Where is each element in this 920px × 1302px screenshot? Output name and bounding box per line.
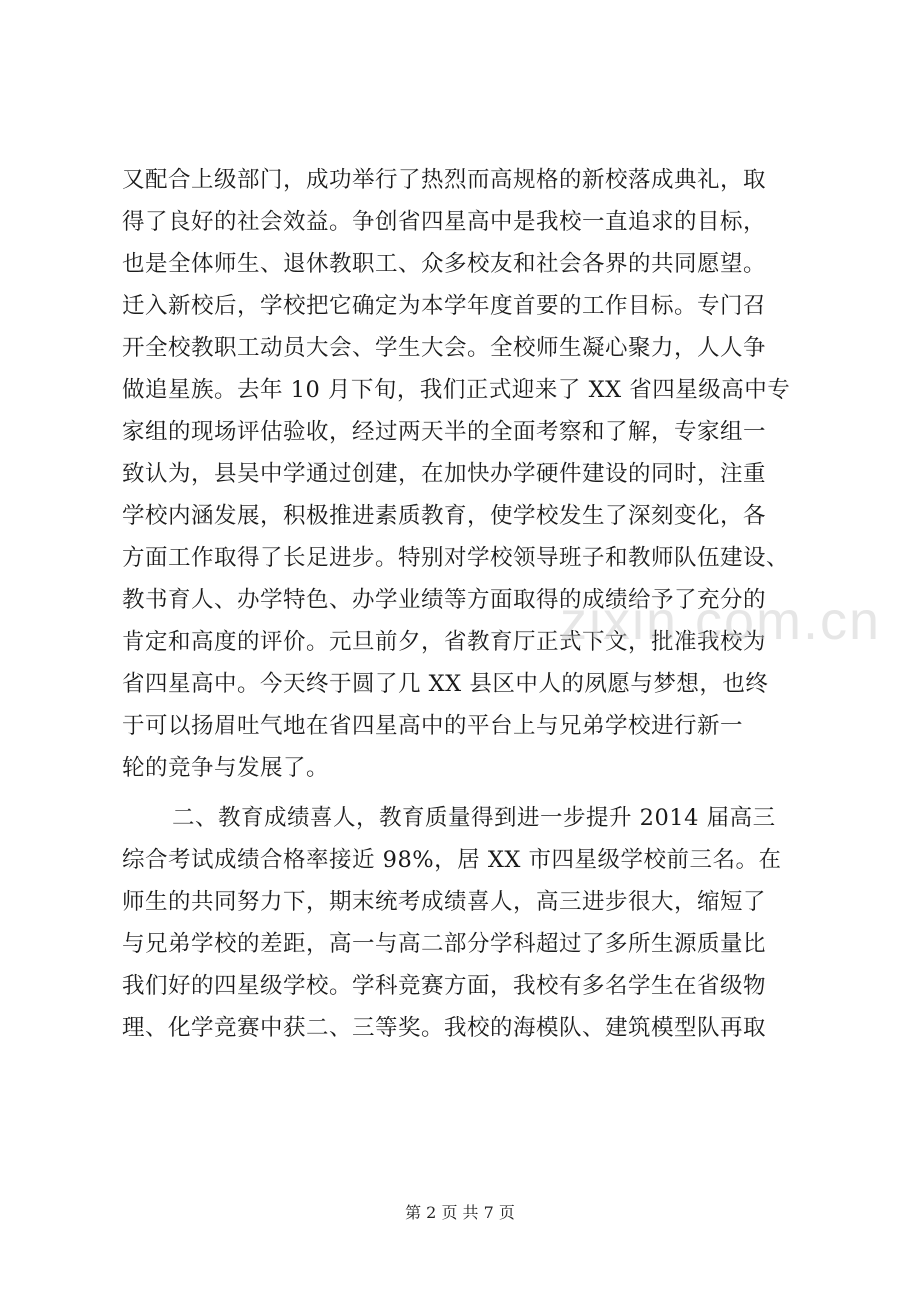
text-line: 学校内涵发展，积极推进素质教育，使学校发生了深刻变化，各 <box>122 503 767 529</box>
text-line: 轮的竞争与发展了。 <box>122 755 330 781</box>
text-line: 致认为，县吴中学通过创建，在加快办学硬件建设的同时，注重 <box>122 461 767 487</box>
text-line: 也是全体师生、退休教职工、众多校友和社会各界的共同愿望。 <box>122 251 767 277</box>
page-footer: 第 2 页 共 7 页 <box>405 1203 515 1222</box>
text-line: 得了良好的社会效益。争创省四星高中是我校一直追求的目标， <box>122 209 767 235</box>
text-line: 于可以扬眉吐气地在省四星高中的平台上与兄弟学校进行新一 <box>122 713 744 739</box>
text-line: 肯定和高度的评价。元旦前夕，省教育厅正式下文，批准我校为 <box>122 629 767 655</box>
text-line: 理、化学竞赛中获二、三等奖。我校的海模队、建筑模型队再取 <box>122 1015 767 1041</box>
text-line: 省四星高中。今天终于圆了几 XX 县区中人的夙愿与梦想，也终 <box>122 671 769 697</box>
text-line: 又配合上级部门，成功举行了热烈而高规格的新校落成典礼，取 <box>122 167 767 193</box>
text-line: 家组的现场评估验收，经过两天半的全面考察和了解，专家组一 <box>122 419 767 445</box>
watermark-logo: zixin.com.cn <box>560 591 882 651</box>
text-line: 迁入新校后，学校把它确定为本学年度首要的工作目标。专门召 <box>122 293 767 319</box>
text-line: 方面工作取得了长足进步。特别对学校领导班子和教师队伍建设、 <box>122 545 790 571</box>
text-line: 我们好的四星级学校。学科竞赛方面，我校有多名学生在省级物 <box>122 973 767 999</box>
text-line: 师生的共同努力下，期末统考成绩喜人，高三进步很大，缩短了 <box>122 889 767 915</box>
text-line: 做追星族。去年 10 月下旬，我们正式迎来了 XX 省四星级高中专 <box>122 377 791 403</box>
paragraph-first-line: 二、教育成绩喜人，教育质量得到进一步提升 2014 届高三 <box>172 805 776 831</box>
text-line: 教书育人、办学特色、办学业绩等方面取得的成绩给予了充分的 <box>122 587 767 613</box>
text-line: 与兄弟学校的差距，高一与高二部分学科超过了多所生源质量比 <box>122 931 767 957</box>
text-line: 开全校教职工动员大会、学生大会。全校师生凝心聚力，人人争 <box>122 335 767 361</box>
text-line: 综合考试成绩合格率接近 98%，居 XX 市四星级学校前三名。在 <box>122 847 782 873</box>
